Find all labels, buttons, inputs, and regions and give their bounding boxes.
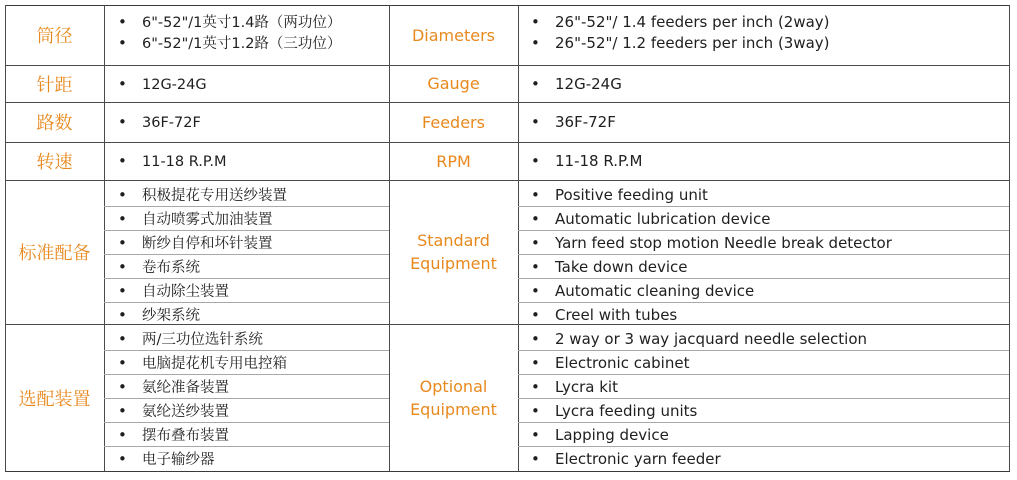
zh-item-text: 电子输纱器 [142, 452, 215, 468]
bullet-icon: • [531, 234, 540, 252]
en-item-text: Electronic yarn feeder [555, 450, 721, 468]
en-item-text: Lycra kit [555, 378, 618, 396]
en-label [389, 5, 518, 65]
bullet-icon: • [531, 210, 540, 228]
bullet-icon: • [531, 450, 540, 468]
zh-list-item [118, 423, 229, 447]
zh-label: 筒径 [36, 26, 73, 47]
en-item-text: Positive feeding unit [555, 186, 708, 204]
zh-label: 标准配备 [18, 243, 91, 264]
en-list-item [531, 72, 622, 96]
zh-item-text: 积极提花专用送纱装置 [142, 188, 287, 204]
bullet-icon: • [118, 402, 127, 420]
column-border [104, 5, 105, 471]
bullet-icon: • [118, 234, 127, 252]
bullet-icon: • [118, 74, 127, 93]
en-item-text: 26"-52"/ 1.4 feeders per inch (2way) [555, 13, 830, 31]
en-item-text: Electronic cabinet [555, 354, 690, 372]
en-list-item [531, 303, 677, 327]
bullet-icon: • [118, 13, 127, 31]
zh-item-text: 12G-24G [142, 76, 207, 93]
en-list-item [531, 351, 689, 375]
en-list-item [531, 399, 697, 423]
bullet-icon: • [118, 186, 127, 204]
zh-list-item [118, 327, 263, 351]
en-list-item [531, 183, 708, 207]
zh-list-item [118, 12, 341, 33]
bullet-icon: • [531, 152, 540, 170]
en-item-text: Automatic cleaning device [555, 282, 755, 300]
zh-list-item [118, 375, 229, 399]
bullet-icon: • [118, 330, 127, 348]
bullet-icon: • [531, 258, 540, 276]
en-label [389, 180, 518, 324]
zh-list-item [118, 183, 287, 207]
bullet-icon: • [118, 354, 127, 372]
zh-item-text: 氨纶准备装置 [142, 380, 229, 396]
en-list-item [531, 423, 669, 447]
en-label [389, 102, 518, 142]
en-label-line: Optional [419, 376, 488, 396]
en-item-text: 36F-72F [555, 113, 616, 131]
en-item-text: Lapping device [555, 426, 669, 444]
bullet-icon: • [118, 34, 127, 52]
en-label-line: Equipment [410, 399, 497, 419]
zh-item-text: 自动喷雾式加油装置 [142, 212, 273, 228]
en-list-item [531, 255, 688, 279]
zh-item-text: 摆布叠布装置 [142, 428, 229, 444]
en-list-item [531, 447, 721, 471]
bullet-icon: • [118, 152, 127, 170]
zh-label: 转速 [36, 152, 73, 173]
bullet-icon: • [531, 113, 540, 131]
column-border [1009, 5, 1010, 471]
bullet-icon: • [118, 258, 127, 276]
en-item-text: Lycra feeding units [555, 402, 698, 420]
zh-list-item [118, 72, 207, 96]
bullet-icon: • [118, 282, 127, 300]
zh-item-text: 纱架系统 [142, 308, 200, 324]
en-item-text: Creel with tubes [555, 306, 678, 324]
en-item-text: 2 way or 3 way jacquard needle selection [555, 330, 868, 348]
en-label-line: Diameters [411, 25, 496, 45]
en-list-item [531, 33, 830, 54]
en-label-line: RPM [436, 151, 471, 171]
bullet-icon: • [531, 282, 540, 300]
en-list-item [531, 110, 616, 134]
bullet-icon: • [118, 306, 127, 324]
en-list-item [531, 12, 830, 33]
en-list-item [531, 149, 642, 173]
en-item-text: Automatic lubrication device [555, 210, 771, 228]
en-item-text: Take down device [555, 258, 688, 276]
zh-label: 选配装置 [18, 388, 91, 410]
bullet-icon: • [531, 186, 540, 204]
zh-item-text: 卷布系统 [142, 260, 200, 276]
zh-label: 路数 [36, 113, 73, 134]
bullet-icon: • [531, 74, 540, 93]
zh-list-item [118, 279, 229, 303]
en-label [389, 142, 518, 180]
bullet-icon: • [118, 210, 127, 228]
en-label [389, 324, 518, 471]
zh-item-text: 氨纶送纱装置 [142, 404, 229, 420]
bullet-icon: • [118, 113, 127, 131]
zh-list-item [118, 33, 341, 54]
en-item-text: Yarn feed stop motion Needle break detector [555, 234, 892, 252]
zh-list-item [118, 110, 201, 134]
bullet-icon: • [531, 306, 540, 324]
en-list-item [531, 279, 754, 303]
bullet-icon: • [531, 378, 540, 396]
bullet-icon: • [118, 378, 127, 396]
zh-list-item [118, 447, 215, 471]
zh-item-text: 电脑提花机专用电控箱 [142, 356, 287, 372]
bullet-icon: • [531, 426, 540, 444]
zh-list-item [118, 303, 200, 327]
bullet-icon: • [118, 426, 127, 444]
en-list-item [531, 375, 618, 399]
zh-list-item [118, 207, 273, 231]
zh-list-item [118, 149, 227, 173]
bullet-icon: • [531, 354, 540, 372]
zh-item-text: 36F-72F [142, 115, 201, 131]
bullet-icon: • [531, 13, 540, 31]
zh-item-text: 6"-52"/1英寸1.2路（三功位） [142, 36, 342, 52]
bullet-icon: • [531, 402, 540, 420]
bullet-icon: • [531, 330, 540, 348]
en-item-text: 12G-24G [555, 74, 622, 93]
bullet-icon: • [531, 34, 540, 52]
zh-list-item [118, 231, 273, 255]
zh-item-text: 6"-52"/1英寸1.4路（两功位） [142, 15, 342, 31]
bullet-icon: • [118, 450, 127, 468]
en-list-item [531, 231, 892, 255]
en-label-line: Gauge [427, 74, 480, 93]
en-list-item [531, 327, 867, 351]
en-label-line: Equipment [410, 254, 497, 273]
en-label-line: Standard [417, 231, 490, 250]
en-list-item [531, 207, 770, 231]
zh-item-text: 两/三功位选针系统 [142, 332, 263, 348]
zh-list-item [118, 351, 287, 375]
en-label-line: Feeders [422, 112, 485, 132]
en-item-text: 11-18 R.P.M [555, 152, 643, 170]
en-label [389, 65, 518, 102]
zh-label: 针距 [36, 74, 73, 96]
column-border [518, 5, 519, 471]
zh-list-item [118, 255, 200, 279]
en-item-text: 26"-52"/ 1.2 feeders per inch (3way) [555, 34, 830, 52]
zh-item-text: 断纱自停和坏针装置 [142, 236, 273, 252]
zh-item-text: 自动除尘装置 [142, 284, 229, 300]
zh-item-text: 11-18 R.P.M [142, 154, 227, 170]
zh-list-item [118, 399, 229, 423]
